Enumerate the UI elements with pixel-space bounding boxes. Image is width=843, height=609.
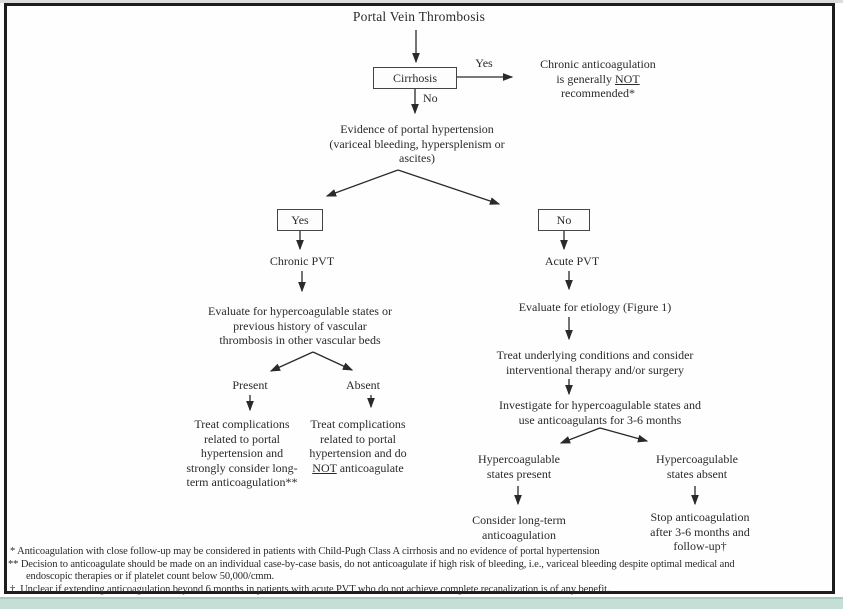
node-chronic-pvt: Chronic PVT bbox=[269, 254, 335, 268]
node-consider-longterm: Consider long-term anticoagulation bbox=[472, 513, 566, 542]
node-portal-hypertension: Evidence of portal hypertension (variceal bleeding, hypersplenism or ascites) bbox=[329, 122, 505, 165]
node-stop-anticoagulation: Stop anticoagulation after 3-6 months and follow-up† bbox=[650, 510, 750, 553]
node-treat-complications-absent: Treat complications related to portal hypertension and do NOT anticoagulate bbox=[309, 417, 407, 475]
cirrhosis-box-label: Cirrhosis bbox=[392, 70, 437, 85]
edge-label-absent: Absent bbox=[346, 378, 380, 392]
node-evaluate-etiology: Evaluate for etiology (Figure 1) bbox=[518, 300, 672, 314]
note-line: recommended* bbox=[561, 86, 635, 100]
edge-label-yes: Yes bbox=[475, 56, 493, 70]
node-investigate-hypercoagulable: Investigate for hypercoagulable states and use anticoagulants for 3-6 months bbox=[499, 398, 701, 427]
not-underlined: NOT bbox=[312, 460, 337, 475]
footnote-double-asterisk-line1: ** Decision to anticoagulate should be made on an individual case-by-case basis, do not anticoagulate if high risk of bleeding, i.e., variceal bleeding despite optimal medical and bbox=[8, 559, 735, 570]
edge-label-no: No bbox=[423, 91, 438, 105]
node-treat-underlying: Treat underlying conditions and consider interventional therapy and/or surgery bbox=[496, 348, 694, 377]
node-hypercoagulable-absent: Hypercoagulable states absent bbox=[656, 452, 738, 481]
not-underlined: NOT bbox=[614, 71, 640, 86]
no-box bbox=[538, 209, 590, 231]
footnote-double-asterisk-line2: endoscopic therapies or if platelet count below 50,000/cmm. bbox=[26, 571, 275, 582]
note-line: is generally NOT bbox=[556, 71, 640, 86]
note-line: Chronic anticoagulation bbox=[540, 57, 656, 71]
node-evaluate-hypercoagulable: Evaluate for hypercoagulable states or previous history of vascular thrombosis in other vascular beds bbox=[208, 304, 392, 347]
yes-box bbox=[277, 209, 323, 231]
flowchart-title: Portal Vein Thrombosis bbox=[352, 9, 486, 24]
edge-label-present: Present bbox=[232, 378, 268, 392]
no-box-label: No bbox=[556, 212, 572, 227]
node-acute-pvt: Acute PVT bbox=[544, 254, 600, 268]
node-treat-complications-present: Treat complications related to portal hypertension and strongly consider long- term anticoagulation** bbox=[186, 417, 298, 489]
page-bottom-strip bbox=[0, 597, 843, 609]
node-hypercoagulable-present: Hypercoagulable states present bbox=[478, 452, 560, 481]
footnote-asterisk: * Anticoagulation with close follow-up may be considered in patients with Child-Pugh Class A cirrhosis and no evidence of portal hypertension bbox=[10, 546, 600, 557]
figure-border-frame bbox=[4, 3, 835, 594]
yes-box-label: Yes bbox=[291, 212, 309, 227]
footnote-dagger: † Unclear if extending anticoagulation beyond 6 months in patients with acute PVT who do not achieve complete recanalization is of any benefit. bbox=[10, 584, 610, 595]
cirrhosis-box bbox=[373, 67, 457, 89]
node-chronic-anticoagulation-note bbox=[518, 57, 678, 101]
